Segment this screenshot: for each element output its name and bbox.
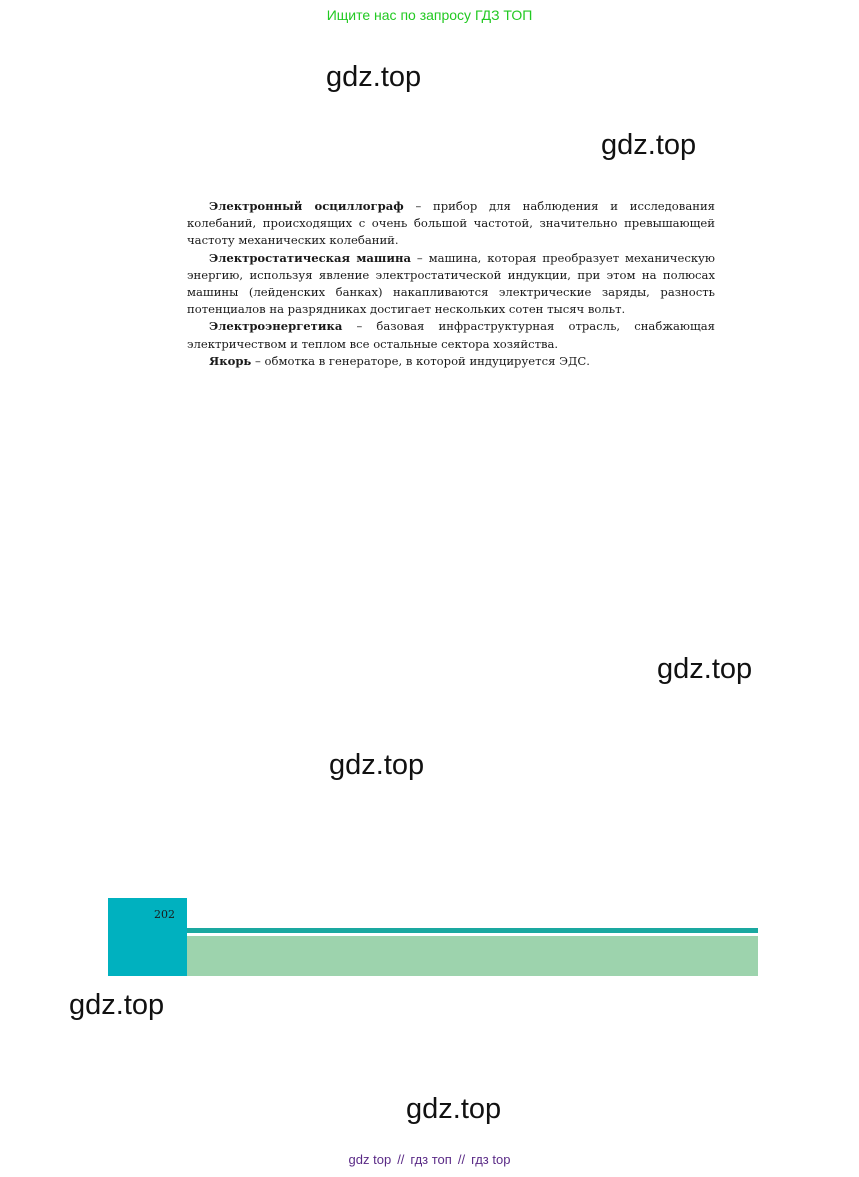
- glossary-term: Электростатическая машина: [209, 250, 411, 265]
- glossary-text: [187, 198, 715, 370]
- glossary-entry: [187, 353, 715, 370]
- page-number-box: [108, 898, 187, 976]
- glossary-term: Электроэнергетика: [209, 319, 343, 334]
- watermark: gdz.top: [406, 1093, 502, 1125]
- footer-link[interactable]: гдз топ: [410, 1152, 452, 1167]
- watermark: gdz.top: [69, 989, 165, 1021]
- glossary-definition: – обмотка в генераторе, в которой индуцируется ЭДС.: [251, 353, 590, 368]
- footer-divider-line: [187, 928, 758, 933]
- glossary-entry: [187, 318, 715, 352]
- glossary-term: Якорь: [209, 353, 252, 368]
- page-number: 202: [154, 908, 175, 921]
- watermark: gdz.top: [657, 653, 753, 685]
- glossary-entry: [187, 198, 715, 250]
- glossary-term: Электронный осциллограф: [209, 199, 404, 213]
- watermark: gdz.top: [601, 129, 697, 161]
- search-hint-banner: Ищите нас по запросу ГДЗ ТОП: [326, 7, 533, 23]
- footer-link[interactable]: gdz top: [348, 1152, 392, 1167]
- watermark: gdz.top: [326, 61, 422, 93]
- glossary-definition: – базовая инфраструктурная отрасль, снабжающая электричеством и теплом все остальные сектора хозяйства.: [187, 319, 715, 351]
- glossary-definition: – машина, которая преобразует механическую энергию, используя явление электростатической индукции, при этом на полюсах машины (лейденских банках) накапливаются электрические заряды, разность потенциалов на разрядниках достигает нескольких сотен тысяч вольт.: [187, 250, 715, 317]
- footer-links: [0, 1152, 859, 1167]
- glossary-definition: – прибор для наблюдения и исследования колебаний, происходящих с очень большой частотой, значительно превышающей частоту механических колебаний.: [187, 199, 715, 248]
- footer-separator: //: [457, 1152, 466, 1167]
- footer-green-bar: [187, 936, 758, 976]
- glossary-entry: [187, 250, 715, 319]
- footer-separator: //: [397, 1152, 405, 1167]
- footer-link[interactable]: гдз top: [471, 1152, 511, 1167]
- watermark: gdz.top: [329, 749, 425, 781]
